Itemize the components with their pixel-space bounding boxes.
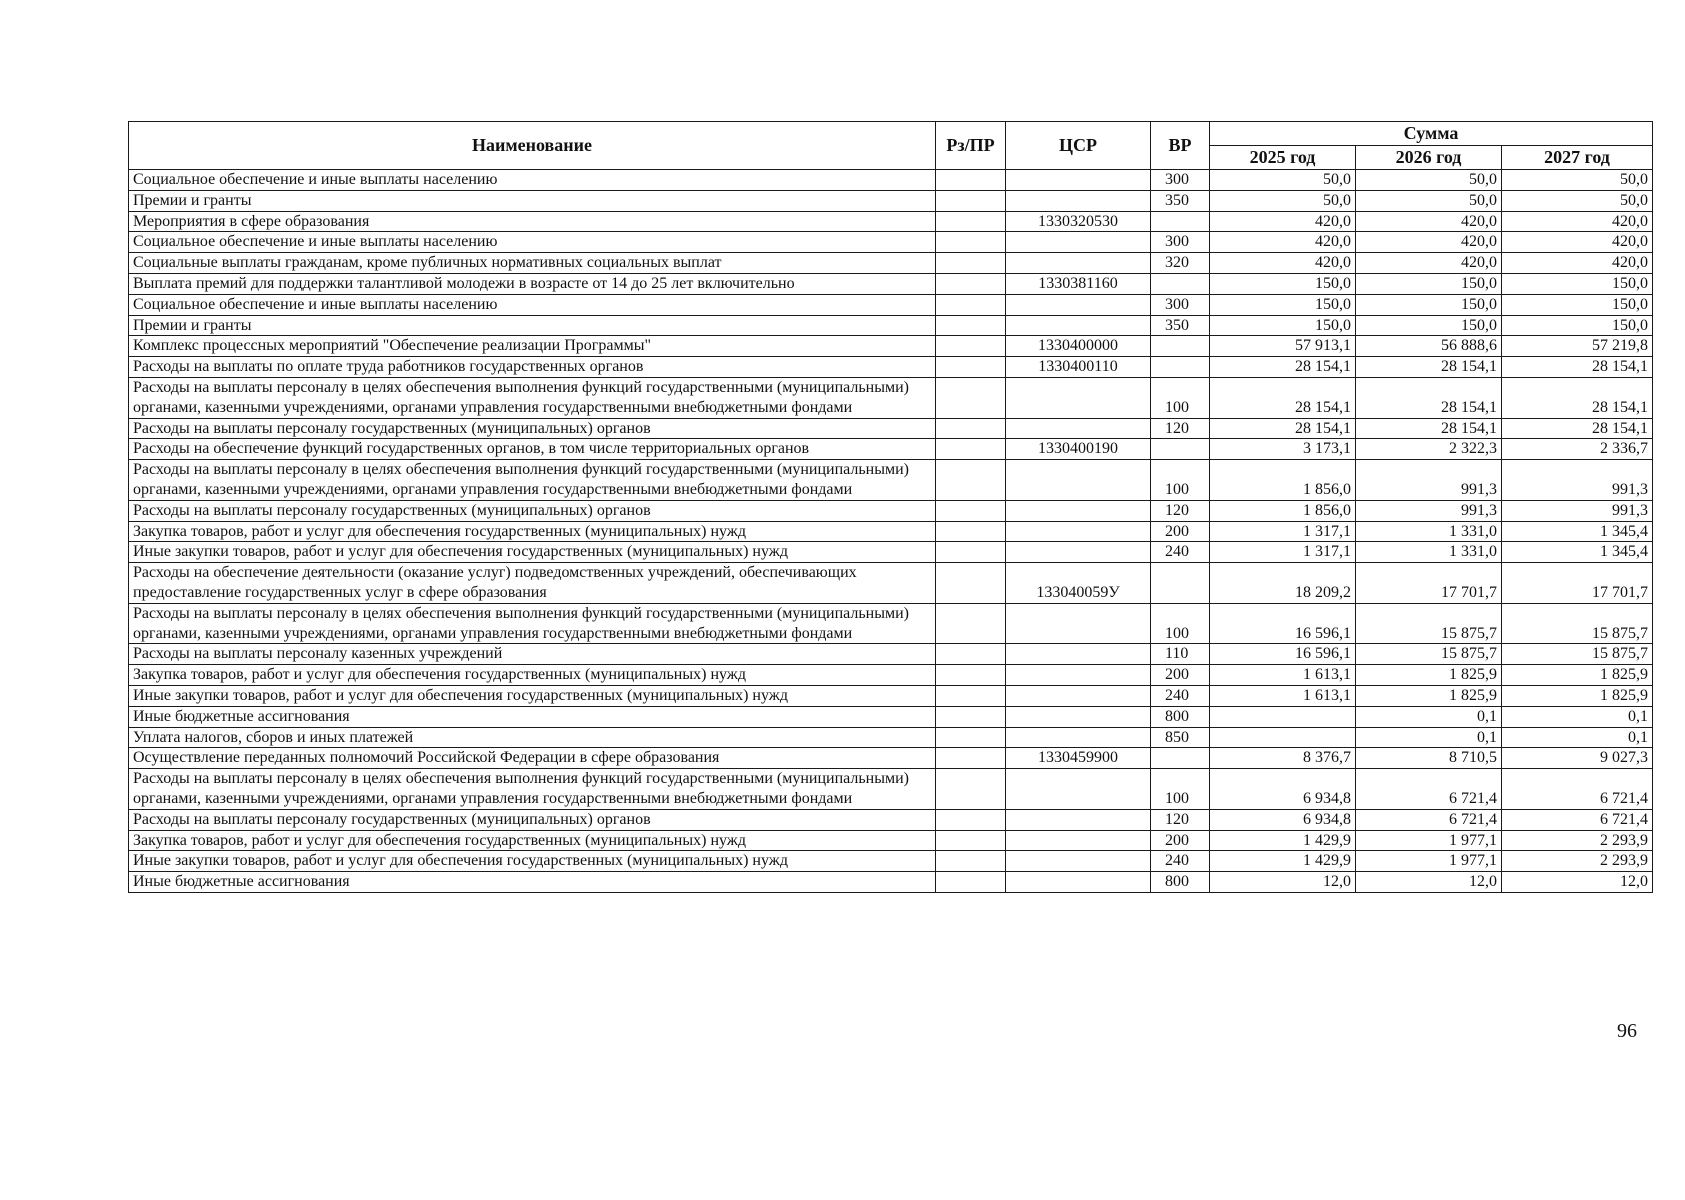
csr-cell — [1006, 644, 1151, 665]
table-row — [129, 439, 1653, 460]
amount-2027-cell: 150,0 — [1502, 294, 1653, 315]
rz-cell — [936, 232, 1006, 253]
amount-2025-cell: 12,0 — [1210, 872, 1356, 893]
table-row — [129, 665, 1653, 686]
amount-2027-cell: 0,1 — [1502, 706, 1653, 727]
header-rz: Рз/ПР — [936, 122, 1006, 170]
amount-2027-cell: 1 825,9 — [1502, 665, 1653, 686]
amount-2027-cell: 17 701,7 — [1502, 563, 1653, 604]
csr-cell — [1006, 418, 1151, 439]
amount-2027-cell: 28 154,1 — [1502, 357, 1653, 378]
rz-cell — [936, 418, 1006, 439]
vr-cell: 350 — [1151, 315, 1210, 336]
amount-2026-cell: 8 710,5 — [1356, 748, 1502, 769]
table-row — [129, 460, 1653, 501]
table-row — [129, 769, 1653, 810]
header-name: Наименование — [129, 122, 936, 170]
vr-cell: 100 — [1151, 377, 1210, 418]
vr-cell — [1151, 273, 1210, 294]
vr-cell — [1151, 439, 1210, 460]
amount-2026-cell: 28 154,1 — [1356, 418, 1502, 439]
amount-2025-cell: 3 173,1 — [1210, 439, 1356, 460]
rz-cell — [936, 460, 1006, 501]
name-cell: Закупка товаров, работ и услуг для обеспечения государственных (муниципальных) нужд — [129, 521, 936, 542]
name-cell: Иные закупки товаров, работ и услуг для обеспечения государственных (муниципальных) нужд — [129, 851, 936, 872]
table-row — [129, 232, 1653, 253]
name-cell: Иные закупки товаров, работ и услуг для обеспечения государственных (муниципальных) нужд — [129, 685, 936, 706]
table-row — [129, 294, 1653, 315]
amount-2026-cell: 420,0 — [1356, 211, 1502, 232]
table-row — [129, 315, 1653, 336]
csr-cell — [1006, 294, 1151, 315]
amount-2026-cell: 1 825,9 — [1356, 665, 1502, 686]
rz-cell — [936, 748, 1006, 769]
csr-cell — [1006, 706, 1151, 727]
table-row — [129, 357, 1653, 378]
amount-2025-cell: 16 596,1 — [1210, 644, 1356, 665]
amount-2027-cell: 9 027,3 — [1502, 748, 1653, 769]
rz-cell — [936, 377, 1006, 418]
amount-2026-cell: 420,0 — [1356, 232, 1502, 253]
name-cell: Расходы на выплаты персоналу в целях обеспечения выполнения функций государственными (муниципальными) органами, казенными учреждениями, органами управления государственными внебюджетными фондами — [129, 603, 936, 644]
header-year-2026: 2026 год — [1356, 146, 1502, 170]
csr-cell: 1330400000 — [1006, 336, 1151, 357]
rz-cell — [936, 769, 1006, 810]
amount-2025-cell: 8 376,7 — [1210, 748, 1356, 769]
amount-2027-cell: 991,3 — [1502, 460, 1653, 501]
amount-2027-cell: 1 345,4 — [1502, 542, 1653, 563]
csr-cell — [1006, 377, 1151, 418]
amount-2025-cell: 50,0 — [1210, 170, 1356, 191]
table-row — [129, 809, 1653, 830]
amount-2025-cell: 150,0 — [1210, 315, 1356, 336]
rz-cell — [936, 603, 1006, 644]
name-cell: Расходы на обеспечение деятельности (оказание услуг) подведомственных учреждений, обеспечивающих предоставление государственных услуг в сфере образования — [129, 563, 936, 604]
vr-cell: 800 — [1151, 872, 1210, 893]
rz-cell — [936, 500, 1006, 521]
table-row — [129, 706, 1653, 727]
table-row — [129, 851, 1653, 872]
csr-cell — [1006, 603, 1151, 644]
table-row — [129, 211, 1653, 232]
table-row — [129, 190, 1653, 211]
amount-2025-cell: 420,0 — [1210, 211, 1356, 232]
amount-2026-cell: 28 154,1 — [1356, 377, 1502, 418]
rz-cell — [936, 706, 1006, 727]
table-row — [129, 521, 1653, 542]
rz-cell — [936, 685, 1006, 706]
name-cell: Премии и гранты — [129, 315, 936, 336]
amount-2025-cell: 50,0 — [1210, 190, 1356, 211]
rz-cell — [936, 644, 1006, 665]
name-cell: Иные бюджетные ассигнования — [129, 706, 936, 727]
csr-cell — [1006, 851, 1151, 872]
vr-cell: 800 — [1151, 706, 1210, 727]
amount-2027-cell: 50,0 — [1502, 190, 1653, 211]
csr-cell — [1006, 500, 1151, 521]
rz-cell — [936, 190, 1006, 211]
vr-cell: 240 — [1151, 542, 1210, 563]
vr-cell: 110 — [1151, 644, 1210, 665]
vr-cell: 200 — [1151, 665, 1210, 686]
amount-2026-cell: 2 322,3 — [1356, 439, 1502, 460]
vr-cell: 850 — [1151, 727, 1210, 748]
amount-2026-cell: 1 825,9 — [1356, 685, 1502, 706]
table-row — [129, 685, 1653, 706]
amount-2025-cell: 18 209,2 — [1210, 563, 1356, 604]
page-number: 96 — [1617, 1020, 1637, 1042]
table-row — [129, 872, 1653, 893]
amount-2025-cell: 1 613,1 — [1210, 685, 1356, 706]
csr-cell: 1330459900 — [1006, 748, 1151, 769]
csr-cell — [1006, 685, 1151, 706]
rz-cell — [936, 542, 1006, 563]
amount-2025-cell: 28 154,1 — [1210, 357, 1356, 378]
vr-cell — [1151, 563, 1210, 604]
csr-cell: 133040059У — [1006, 563, 1151, 604]
amount-2026-cell: 150,0 — [1356, 315, 1502, 336]
csr-cell — [1006, 460, 1151, 501]
csr-cell — [1006, 315, 1151, 336]
table-row — [129, 542, 1653, 563]
rz-cell — [936, 273, 1006, 294]
amount-2027-cell: 2 293,9 — [1502, 851, 1653, 872]
csr-cell — [1006, 809, 1151, 830]
csr-cell — [1006, 830, 1151, 851]
amount-2025-cell — [1210, 727, 1356, 748]
amount-2025-cell: 1 856,0 — [1210, 460, 1356, 501]
header-sum: Сумма — [1210, 122, 1653, 146]
rz-cell — [936, 727, 1006, 748]
amount-2026-cell: 420,0 — [1356, 253, 1502, 274]
table-row — [129, 170, 1653, 191]
csr-cell — [1006, 521, 1151, 542]
table-body — [129, 170, 1653, 893]
name-cell: Социальное обеспечение и иные выплаты населению — [129, 294, 936, 315]
csr-cell — [1006, 872, 1151, 893]
amount-2025-cell: 6 934,8 — [1210, 809, 1356, 830]
amount-2026-cell: 1 977,1 — [1356, 851, 1502, 872]
header-vr: ВР — [1151, 122, 1210, 170]
amount-2026-cell: 0,1 — [1356, 727, 1502, 748]
vr-cell — [1151, 748, 1210, 769]
vr-cell: 300 — [1151, 170, 1210, 191]
name-cell: Осуществление переданных полномочий Российской Федерации в сфере образования — [129, 748, 936, 769]
budget-table — [128, 121, 1653, 893]
amount-2025-cell: 57 913,1 — [1210, 336, 1356, 357]
amount-2026-cell: 50,0 — [1356, 170, 1502, 191]
amount-2026-cell: 1 977,1 — [1356, 830, 1502, 851]
rz-cell — [936, 563, 1006, 604]
name-cell: Иные закупки товаров, работ и услуг для обеспечения государственных (муниципальных) нужд — [129, 542, 936, 563]
amount-2025-cell: 28 154,1 — [1210, 377, 1356, 418]
amount-2027-cell: 1 345,4 — [1502, 521, 1653, 542]
amount-2027-cell: 57 219,8 — [1502, 336, 1653, 357]
name-cell: Расходы на обеспечение функций государственных органов, в том числе территориальных органов — [129, 439, 936, 460]
name-cell: Расходы на выплаты персоналу в целях обеспечения выполнения функций государственными (муниципальными) органами, казенными учреждениями, органами управления государственными внебюджетными фондами — [129, 769, 936, 810]
name-cell: Расходы на выплаты персоналу государственных (муниципальных) органов — [129, 500, 936, 521]
vr-cell: 300 — [1151, 232, 1210, 253]
table-row — [129, 336, 1653, 357]
amount-2027-cell: 6 721,4 — [1502, 809, 1653, 830]
amount-2027-cell: 420,0 — [1502, 253, 1653, 274]
table-row — [129, 377, 1653, 418]
amount-2027-cell: 6 721,4 — [1502, 769, 1653, 810]
amount-2025-cell: 1 317,1 — [1210, 521, 1356, 542]
amount-2025-cell: 420,0 — [1210, 253, 1356, 274]
amount-2025-cell: 420,0 — [1210, 232, 1356, 253]
vr-cell: 100 — [1151, 769, 1210, 810]
name-cell: Премии и гранты — [129, 190, 936, 211]
amount-2026-cell: 15 875,7 — [1356, 644, 1502, 665]
table-row — [129, 500, 1653, 521]
name-cell: Выплата премий для поддержки талантливой молодежи в возрасте от 14 до 25 лет включительно — [129, 273, 936, 294]
table-row — [129, 830, 1653, 851]
table-row — [129, 273, 1653, 294]
name-cell: Уплата налогов, сборов и иных платежей — [129, 727, 936, 748]
rz-cell — [936, 809, 1006, 830]
rz-cell — [936, 211, 1006, 232]
vr-cell: 120 — [1151, 809, 1210, 830]
name-cell: Расходы на выплаты персоналу в целях обеспечения выполнения функций государственными (муниципальными) органами, казенными учреждениями, органами управления государственными внебюджетными фондами — [129, 460, 936, 501]
amount-2026-cell: 150,0 — [1356, 294, 1502, 315]
name-cell: Социальное обеспечение и иные выплаты населению — [129, 232, 936, 253]
csr-cell — [1006, 665, 1151, 686]
rz-cell — [936, 253, 1006, 274]
vr-cell — [1151, 336, 1210, 357]
amount-2026-cell: 17 701,7 — [1356, 563, 1502, 604]
name-cell: Расходы на выплаты персоналу государственных (муниципальных) органов — [129, 809, 936, 830]
amount-2026-cell: 56 888,6 — [1356, 336, 1502, 357]
amount-2026-cell: 28 154,1 — [1356, 357, 1502, 378]
amount-2027-cell: 28 154,1 — [1502, 377, 1653, 418]
header-csr: ЦСР — [1006, 122, 1151, 170]
amount-2027-cell: 2 336,7 — [1502, 439, 1653, 460]
csr-cell — [1006, 727, 1151, 748]
amount-2027-cell: 50,0 — [1502, 170, 1653, 191]
amount-2026-cell: 1 331,0 — [1356, 542, 1502, 563]
vr-cell: 350 — [1151, 190, 1210, 211]
vr-cell: 100 — [1151, 460, 1210, 501]
csr-cell: 1330381160 — [1006, 273, 1151, 294]
table-row — [129, 727, 1653, 748]
table-row — [129, 418, 1653, 439]
csr-cell — [1006, 232, 1151, 253]
header-year-2027: 2027 год — [1502, 146, 1653, 170]
rz-cell — [936, 170, 1006, 191]
csr-cell: 1330400190 — [1006, 439, 1151, 460]
csr-cell — [1006, 542, 1151, 563]
amount-2025-cell: 150,0 — [1210, 294, 1356, 315]
amount-2026-cell: 6 721,4 — [1356, 809, 1502, 830]
table-row — [129, 563, 1653, 604]
name-cell: Расходы на выплаты персоналу в целях обеспечения выполнения функций государственными (муниципальными) органами, казенными учреждениями, органами управления государственными внебюджетными фондами — [129, 377, 936, 418]
name-cell: Комплекс процессных мероприятий "Обеспечение реализации Программы" — [129, 336, 936, 357]
rz-cell — [936, 439, 1006, 460]
amount-2027-cell: 150,0 — [1502, 315, 1653, 336]
name-cell: Иные бюджетные ассигнования — [129, 872, 936, 893]
amount-2027-cell: 1 825,9 — [1502, 685, 1653, 706]
amount-2025-cell: 1 429,9 — [1210, 830, 1356, 851]
amount-2027-cell: 150,0 — [1502, 273, 1653, 294]
amount-2027-cell: 420,0 — [1502, 232, 1653, 253]
amount-2025-cell: 1 613,1 — [1210, 665, 1356, 686]
amount-2027-cell: 15 875,7 — [1502, 603, 1653, 644]
amount-2026-cell: 12,0 — [1356, 872, 1502, 893]
amount-2026-cell: 150,0 — [1356, 273, 1502, 294]
name-cell: Расходы на выплаты персоналу государственных (муниципальных) органов — [129, 418, 936, 439]
amount-2025-cell: 16 596,1 — [1210, 603, 1356, 644]
amount-2026-cell: 6 721,4 — [1356, 769, 1502, 810]
csr-cell: 1330400110 — [1006, 357, 1151, 378]
vr-cell — [1151, 357, 1210, 378]
amount-2027-cell: 15 875,7 — [1502, 644, 1653, 665]
amount-2027-cell: 12,0 — [1502, 872, 1653, 893]
rz-cell — [936, 315, 1006, 336]
csr-cell — [1006, 253, 1151, 274]
amount-2027-cell: 0,1 — [1502, 727, 1653, 748]
csr-cell — [1006, 170, 1151, 191]
amount-2027-cell: 28 154,1 — [1502, 418, 1653, 439]
vr-cell: 200 — [1151, 830, 1210, 851]
amount-2025-cell: 1 429,9 — [1210, 851, 1356, 872]
rz-cell — [936, 851, 1006, 872]
amount-2025-cell: 1 856,0 — [1210, 500, 1356, 521]
amount-2026-cell: 991,3 — [1356, 500, 1502, 521]
rz-cell — [936, 830, 1006, 851]
rz-cell — [936, 294, 1006, 315]
table-row — [129, 748, 1653, 769]
amount-2026-cell: 991,3 — [1356, 460, 1502, 501]
vr-cell: 120 — [1151, 500, 1210, 521]
rz-cell — [936, 336, 1006, 357]
amount-2027-cell: 420,0 — [1502, 211, 1653, 232]
rz-cell — [936, 357, 1006, 378]
amount-2026-cell: 15 875,7 — [1356, 603, 1502, 644]
amount-2026-cell: 0,1 — [1356, 706, 1502, 727]
amount-2025-cell: 150,0 — [1210, 273, 1356, 294]
amount-2025-cell: 6 934,8 — [1210, 769, 1356, 810]
name-cell: Закупка товаров, работ и услуг для обеспечения государственных (муниципальных) нужд — [129, 830, 936, 851]
table-row — [129, 603, 1653, 644]
vr-cell: 100 — [1151, 603, 1210, 644]
vr-cell — [1151, 211, 1210, 232]
vr-cell: 240 — [1151, 685, 1210, 706]
vr-cell: 120 — [1151, 418, 1210, 439]
vr-cell: 240 — [1151, 851, 1210, 872]
table-row — [129, 644, 1653, 665]
csr-cell — [1006, 190, 1151, 211]
name-cell: Расходы на выплаты персоналу казенных учреждений — [129, 644, 936, 665]
vr-cell: 300 — [1151, 294, 1210, 315]
amount-2025-cell: 28 154,1 — [1210, 418, 1356, 439]
csr-cell — [1006, 769, 1151, 810]
rz-cell — [936, 521, 1006, 542]
name-cell: Социальное обеспечение и иные выплаты населению — [129, 170, 936, 191]
csr-cell: 1330320530 — [1006, 211, 1151, 232]
rz-cell — [936, 872, 1006, 893]
name-cell: Социальные выплаты гражданам, кроме публичных нормативных социальных выплат — [129, 253, 936, 274]
amount-2025-cell — [1210, 706, 1356, 727]
amount-2025-cell: 1 317,1 — [1210, 542, 1356, 563]
amount-2027-cell: 991,3 — [1502, 500, 1653, 521]
vr-cell: 320 — [1151, 253, 1210, 274]
amount-2027-cell: 2 293,9 — [1502, 830, 1653, 851]
rz-cell — [936, 665, 1006, 686]
amount-2026-cell: 1 331,0 — [1356, 521, 1502, 542]
table-row — [129, 253, 1653, 274]
amount-2026-cell: 50,0 — [1356, 190, 1502, 211]
name-cell: Закупка товаров, работ и услуг для обеспечения государственных (муниципальных) нужд — [129, 665, 936, 686]
header-year-2025: 2025 год — [1210, 146, 1356, 170]
name-cell: Мероприятия в сфере образования — [129, 211, 936, 232]
name-cell: Расходы на выплаты по оплате труда работников государственных органов — [129, 357, 936, 378]
vr-cell: 200 — [1151, 521, 1210, 542]
